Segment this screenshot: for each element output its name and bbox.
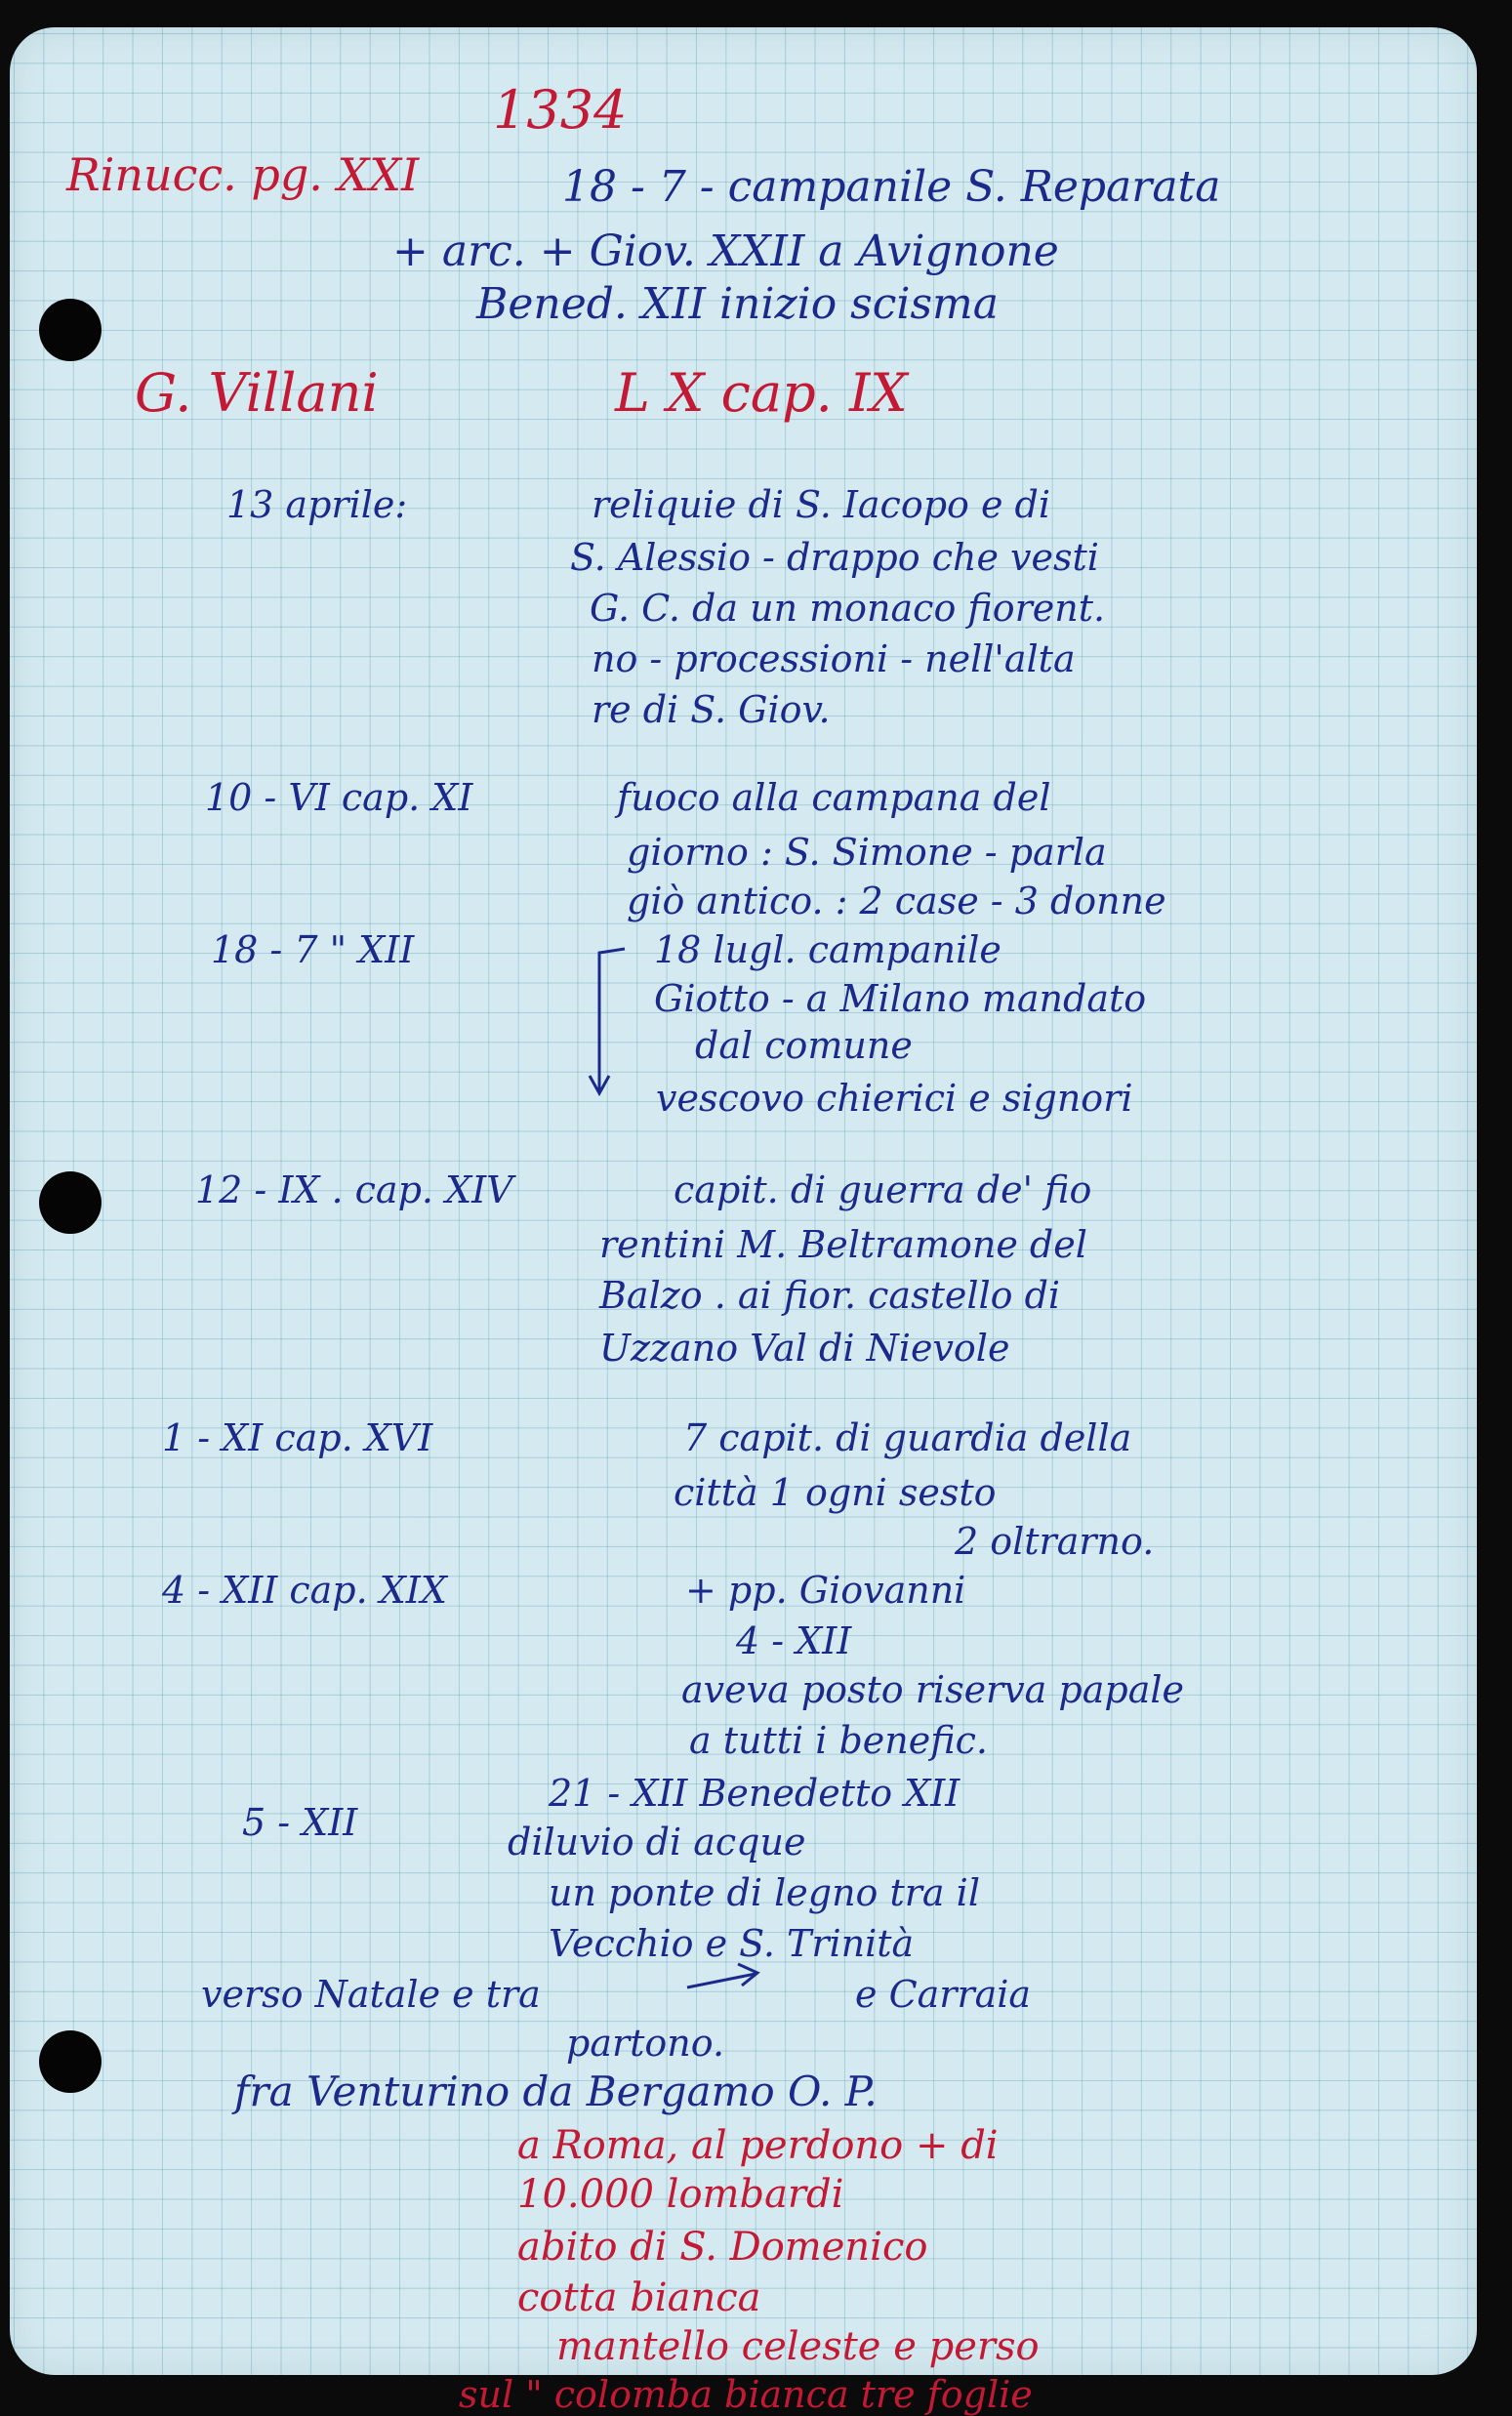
arrow-icon bbox=[683, 1958, 771, 1997]
entry-1-line: S. Alessio - drappo che vesti bbox=[570, 536, 1099, 579]
header-line-1: 18 - 7 - campanile S. Reparata bbox=[562, 162, 1221, 212]
entry-3-date: 18 - 7 " XII bbox=[211, 928, 415, 971]
red-note-line-5: cotta bianca bbox=[517, 2275, 761, 2320]
entry-7-line: verso Natale e tra bbox=[201, 1973, 541, 2016]
entry-5-line: 7 capit. di guardia della bbox=[683, 1416, 1132, 1459]
entry-6-line: 4 - XII bbox=[736, 1619, 852, 1662]
notebook-page bbox=[10, 27, 1477, 2416]
entry-6-line: a tutti i benefic. bbox=[689, 1719, 988, 1762]
punch-hole-middle bbox=[39, 1171, 102, 1234]
entry-3-line: 18 lugl. campanile bbox=[654, 928, 1001, 971]
punch-hole-top bbox=[39, 299, 102, 361]
entry-6-date: 4 - XII cap. XIX bbox=[162, 1569, 447, 1612]
entry-7-line: un ponte di legno tra il bbox=[549, 1871, 980, 1914]
header-reference: Rinucc. pg. XXI bbox=[66, 148, 420, 201]
punch-hole-bottom bbox=[39, 2030, 102, 2093]
entry-7-line: partono. bbox=[566, 2022, 725, 2065]
entry-2-line: fuoco alla campana del bbox=[617, 776, 1051, 819]
entry-3-line: vescovo chierici e signori bbox=[656, 1077, 1133, 1120]
red-note-line-4: abito di S. Domenico bbox=[517, 2225, 928, 2270]
entry-4-line: capit. di guerra de' fio bbox=[674, 1168, 1092, 1211]
entry-3-line: Giotto - a Milano mandato bbox=[654, 977, 1147, 1020]
entry-5-line: 2 oltrarno. bbox=[955, 1520, 1155, 1563]
entry-5-line: città 1 ogni sesto bbox=[674, 1471, 997, 1514]
entry-1-date: 13 aprile: bbox=[226, 483, 408, 526]
heading-author: G. Villani bbox=[135, 362, 379, 424]
red-note-line-3: 10.000 lombardi bbox=[517, 2172, 844, 2217]
entry-1-line: re di S. Giov. bbox=[592, 688, 831, 731]
entry-4-line: rentini M. Beltramone del bbox=[599, 1223, 1087, 1266]
entry-7-line: diluvio di acque bbox=[508, 1821, 806, 1863]
bracket-arrow-icon bbox=[586, 945, 634, 1101]
heading-book: L X cap. IX bbox=[615, 362, 908, 424]
entry-1-line: reliquie di S. Iacopo e di bbox=[592, 483, 1051, 526]
red-note-line-1: fra Venturino da Bergamo O. P. bbox=[234, 2068, 878, 2115]
entry-7-line: e Carraia bbox=[855, 1973, 1032, 2016]
entry-1-line: G. C. da un monaco fiorent. bbox=[590, 587, 1106, 630]
entry-7-line: Vecchio e S. Trinità bbox=[549, 1922, 915, 1965]
entry-2-date: 10 - VI cap. XI bbox=[205, 776, 473, 819]
entry-1-line: no - processioni - nell'alta bbox=[592, 637, 1076, 680]
entry-5-date: 1 - XI cap. XVI bbox=[162, 1416, 433, 1459]
header-year: 1334 bbox=[493, 79, 628, 141]
entry-7-date: 5 - XII bbox=[242, 1801, 358, 1844]
red-note-line-6: mantello celeste e perso bbox=[556, 2324, 1040, 2369]
entry-4-line: Uzzano Val di Nievole bbox=[599, 1327, 1010, 1370]
header-line-2: + arc. + Giov. XXII a Avignone bbox=[392, 226, 1059, 276]
entry-2-line: giò antico. : 2 case - 3 donne bbox=[627, 880, 1166, 922]
header-line-3: Bened. XII inizio scisma bbox=[476, 279, 1000, 329]
entry-6-line: + pp. Giovanni bbox=[685, 1569, 966, 1612]
entry-3-line: dal comune bbox=[695, 1024, 913, 1067]
entry-2-line: giorno : S. Simone - parla bbox=[627, 831, 1107, 874]
red-note-line-7: sul " colomba bianca tre foglie bbox=[459, 2373, 1033, 2416]
red-note-line-2: a Roma, al perdono + di bbox=[517, 2123, 999, 2168]
entry-4-line: Balzo . ai fior. castello di bbox=[599, 1274, 1061, 1317]
entry-6-line: aveva posto riserva papale bbox=[681, 1668, 1185, 1711]
entry-4-date: 12 - IX . cap. XIV bbox=[195, 1168, 513, 1211]
entry-6-line: 21 - XII Benedetto XII bbox=[549, 1772, 960, 1815]
